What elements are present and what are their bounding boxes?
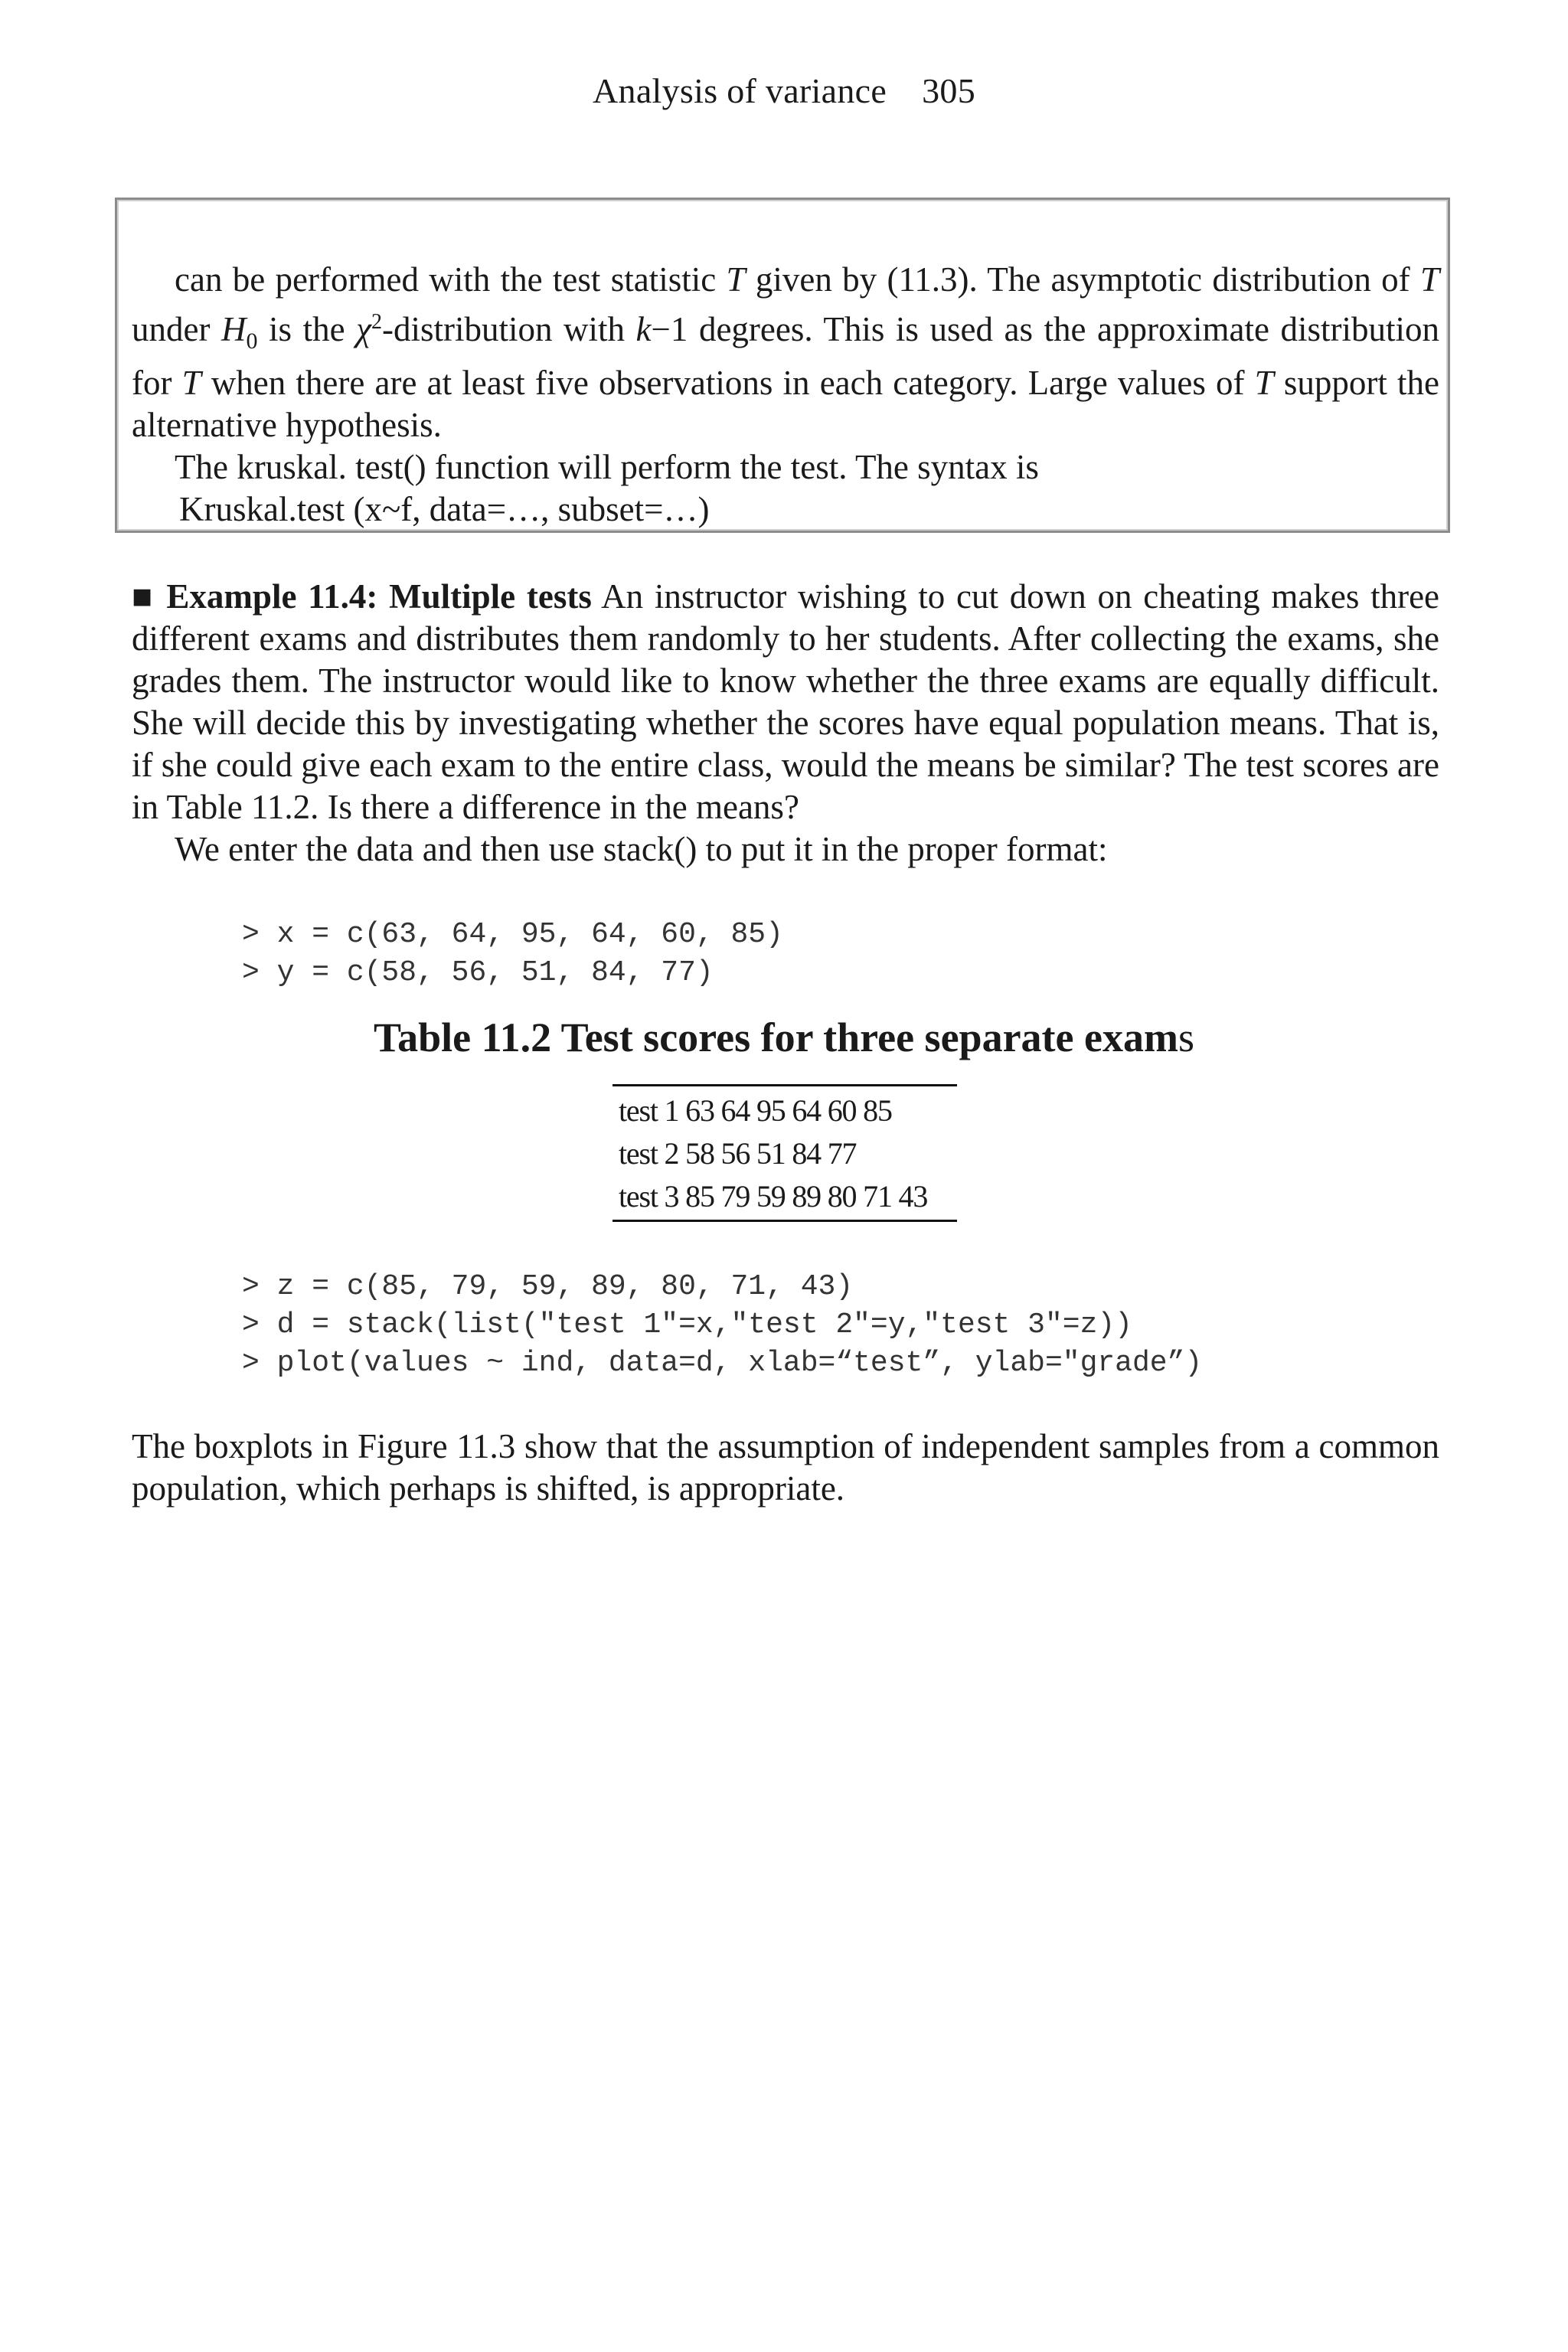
- running-header: [0, 70, 1568, 111]
- example-text: An instructor wishing to cut down on cheating makes three different exams and distributes them randomly to her students. After collecting the exams, she grades them. The instructor would like to know whether the three exams are equally difficult. She will decide this by investigating whether the scores have equal population means. That is, if she could give each exam to the entire class, would the means be similar? The test scores are in Table 11.2. Is there a difference in the means?: [132, 577, 1440, 826]
- table-row: test 3 85 79 59 89 80 71 43: [619, 1179, 928, 1214]
- table-row: test 2 58 56 51 84 77: [619, 1136, 857, 1171]
- code-line: > z = c(85, 79, 59, 89, 80, 71, 43): [242, 1270, 854, 1303]
- closing-paragraph: The boxplots in Figure 11.3 show that the assumption of independent samples from a common population, which perhaps is shifted, is appropriate.: [132, 1427, 1439, 1508]
- table-caption: [0, 1014, 1568, 1061]
- code-line: > x = c(63, 64, 95, 64, 60, 85): [242, 918, 783, 951]
- table-row: test 1 63 64 95 64 60 85: [619, 1093, 892, 1128]
- box-paragraph-2: The kruskal. test() function will perform the test. The syntax is: [175, 448, 1039, 486]
- section-title: Analysis of variance: [593, 71, 887, 110]
- code-block-1: [242, 916, 783, 992]
- page-number: 305: [922, 71, 975, 110]
- table-caption-text: Table 11.2 Test scores for three separate exam: [374, 1014, 1178, 1060]
- code-line: > plot(values ~ ind, data=d, xlab=“test”, ylab="grade”): [242, 1347, 1203, 1380]
- box-paragraph-1-text: can be performed with the test statistic T given by (11.3). The asymptotic distribution of T under $H_0$ is the $\chi^2$-distribution with k−1 degrees. This is used as the approximate distribution for T when there are at least five observations in each category. Large values of T support the alternative hypothesis.: [132, 260, 1439, 444]
- code-line: > y = c(58, 56, 51, 84, 77): [242, 956, 714, 989]
- code-line: > d = stack(list("test 1"=x,"test 2"=y,"test 3"=z)): [242, 1308, 1132, 1341]
- example-paragraph: [132, 576, 1439, 828]
- code-block-2: [242, 1268, 1202, 1383]
- box-paragraph-1: [132, 259, 1439, 446]
- syntax-line: Kruskal.test (x~f, data=…, subset=…): [179, 490, 710, 528]
- example-followup: We enter the data and then use stack() to put it in the proper format:: [175, 830, 1108, 868]
- example-section: [132, 576, 1439, 871]
- table-caption-tail: s: [1178, 1014, 1194, 1060]
- square-bullet-icon: ■: [132, 577, 155, 616]
- boxed-text: [132, 259, 1439, 531]
- scores-table: [612, 1084, 957, 1222]
- example-title: Example 11.4: Multiple tests: [166, 577, 592, 616]
